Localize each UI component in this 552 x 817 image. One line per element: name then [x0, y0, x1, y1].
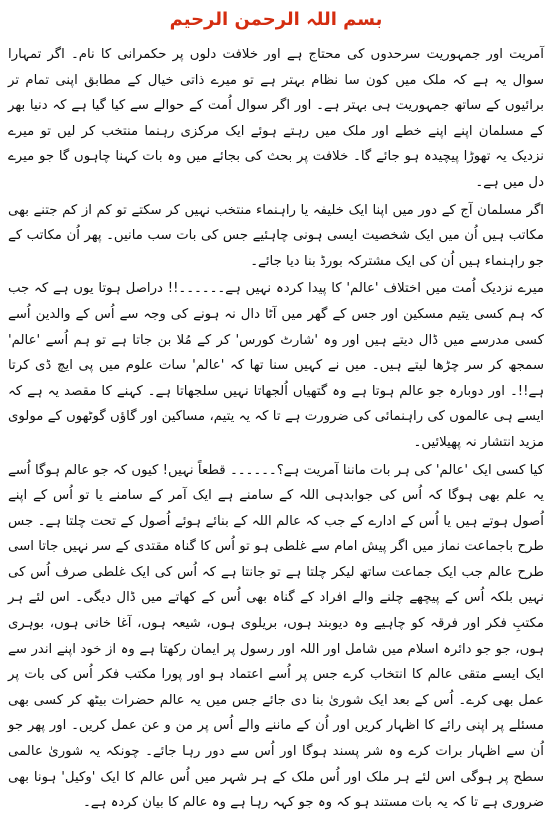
paragraph-1: آمریت اور جمہوریت سرحدوں کی محتاج ہے اور خلافت دلوں پر حکمرانی کا نام۔ اگر تمہارا سوال یہ ہے کہ ملک میں کون سا نظام بہتر ہے تو میرے ذاتی خیال کے مطابق اپنی تمام تر برائیوں کے ساتھ جمہوریت ہی بہتر ہے۔ اور اگر سوال اُمت کے حوالے سے کیا گیا ہے کہ دنیا بھر کے مسلمان اپنے اپنے خطے اور ملک میں رہتے ہوئے ایک مرکزی رہنما منتخب کر لیں تو میرے نزدیک یہ تھوڑا پیچیدہ ہو جائے گا۔ خلافت پر بحث کی بجائے میں وہ بات کہنا چاہوں گا جو میرے دل میں ہے۔ — [8, 47, 544, 190]
paragraph-2: اگر مسلمان آج کے دور میں اپنا ایک خلیفہ یا راہنماء منتخب نہیں کر سکتے تو کم از کم جتنے بھی مکاتب ہیں اُن میں ایک شخصیت ایسی ہونی چاہئیے جس کی بات سب مانیں۔ پھر اُن مکاتب کے جو راہنماء ہیں اُن کی ایک مشترکہ بورڈ بنا دیا جائے۔ — [8, 202, 544, 269]
document-title: بسم اللہ الرحمن الرحیم — [169, 9, 383, 30]
paragraph-4: کیا کسی ایک 'عالم' کی ہر بات ماننا آمریت ہے؟۔۔۔۔۔۔ قطعاً نہیں! کیوں کہ جو عالم ہوگا اُسے یہ علم بھی ہوگا کہ اُس کی جوابدہی اللہ کے سامنے ہے ایک آمر کے سامنے یا تو اُس کے اپنے اُصول ہوتے ہیں یا اُس کے ادارے کے جب کہ عالم اللہ کے بنائے ہوئے اُصول کے تحت چلتا ہے۔ جس طرح باجماعت نماز میں اگر پیش امام سے غلطی ہو تو اُس کا گناہ مقتدی کے سر نہیں جاتا اسی طرح عالم جب ایک جماعت ساتھ لیکر چلتا ہے تو جانتا ہے کہ اُس کی ایک غلطی صرف اُس کی نہیں بلکہ اُس کے پیچھے چلنے والے افراد کے گناہ بھی اُس کے کھاتے میں ڈال دیگی۔ اس لئے ہر مکتبِ فکر اور فرقہ کو چاہیے وہ دیوبند ہوں، بریلوی ہوں، شیعہ ہوں، آغا خانی ہوں، بوہری ہوں، جو جو دائرہ اسلام میں شامل اور اللہ اور رسول پر ایمان رکھتا ہے وہ از خود اپنے اندر سے ایک ایسے متقی عالم کا انتخاب کرے جس پر اُسے اعتماد ہو اور پورا مکتب فکر اُس کی بات پر عمل بھی کرے۔ اُس کے بعد ایک شوریٰ بنا دی جائے جس میں یہ عالم حضرات بیٹھ کر کسی بھی مسئلے پر اپنی رائے کا اظہار کریں اور اُن کے ماننے والے اُس پر من و عن عمل کریں۔ اور پھر جو اُن سے اظہار برات کرے وہ شر پسند ہوگا اور اُس سے دور رہا جائے۔ چونکہ یہ شوریٰ عالمی سطح پر ہوگی اس لئے ہر ملک اور اُس ملک کے ہر شہر میں اُس عالم کا ایک 'وکیل' ہونا بھی ضروری ہے تا کہ یہ بات مستند ہو کہ وہ جو کہہ رہا ہے وہ عالم کا بیان کردہ ہے۔ — [8, 462, 544, 811]
paragraph-3: میرے نزدیک اُمت میں اختلاف 'عالم' کا پیدا کردہ نہیں ہے۔۔۔۔۔۔!! دراصل ہوتا یوں ہے کہ جب کہ ہم کسی یتیم مسکین اور جس کے گھر میں آٹا دال نہ ہونے کی وجہ سے اُس کے والدین اُسے کسی مدرسے میں ڈال دیتے ہیں اور وہ 'شارٹ کورس' کر کے مُلا بن جاتا ہے تو ہم اُسے 'عالم' سمجھ کر سر چڑھا لیتے ہیں۔ میں نے کہیں سنا تھا کہ 'عالم' سات علوم میں پی ایچ ڈی کرتا ہے!!۔ اور دوبارہ جو عالم ہوتا ہے وہ گتھیاں اُلجھاتا نہیں سلجھاتا ہے۔ کہنے کا مقصد یہ ہے کہ ایسے ہی عالموں کی راہنمائی کی ضرورت ہے تا کہ یہ یتیم، مساکین اور گاؤں گوٹھوں کے مولوی مزید انتشار نہ پھیلائیں۔ — [8, 281, 544, 450]
